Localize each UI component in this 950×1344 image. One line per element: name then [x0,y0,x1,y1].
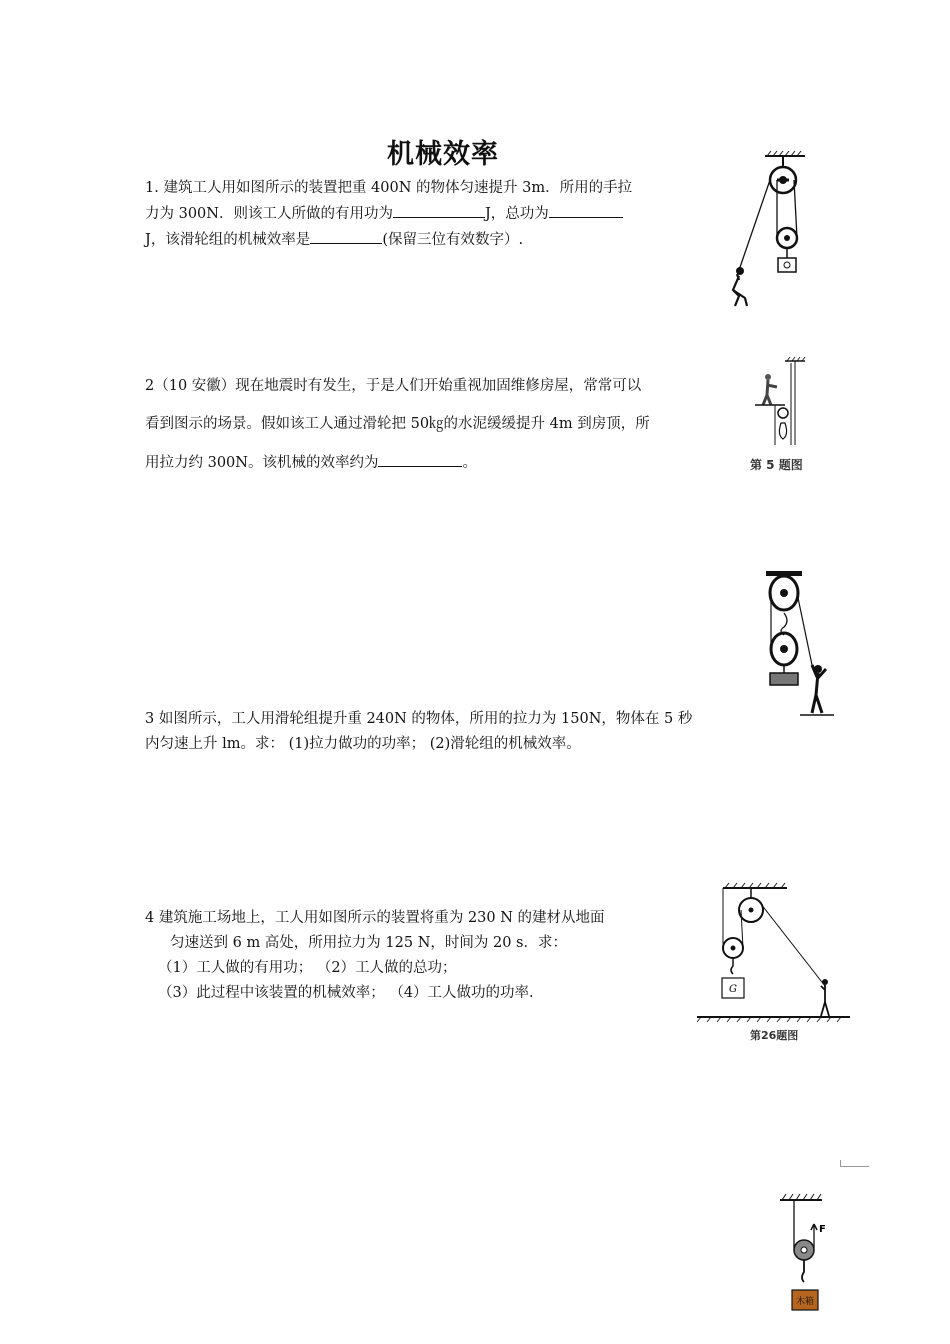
q4-line-1: 4 建筑施工场地上，工人用如图所示的装置将重为 230 N 的建材从地面 [145,910,605,926]
q4-line-4: （3）此过程中该装置的机械效率； （4）工人做功的功率. [158,985,534,1001]
q2-line-2: 看到图示的场景。假如该工人通过滑轮把 50㎏的水泥缓缓提升 4m 到房顶，所 [145,416,650,432]
q2-line-1: 2（10 安徽）现在地震时有发生，于是人们开始重视加固维修房屋，常常可以 [145,378,642,394]
q1-line-2 [145,203,623,224]
fig5-force-label: F [819,1224,826,1235]
q3-line-2: 内匀速上升 lm。求： (1)拉力做功的功率； (2)滑轮组的机械效率。 [145,736,581,752]
figure-2-roof-pulley [755,355,815,450]
q2-line-3b: 。 [462,455,477,471]
q1-line-3a: J，该滑轮组的机械效率是 [145,232,311,248]
q1-blank-efficiency[interactable] [310,229,382,244]
figure-1-pulley-system [725,150,835,310]
q2-figure-caption: 第 5 题图 [750,458,803,472]
q2-blank-efficiency[interactable] [378,452,462,467]
q1-line-1: 1. 建筑工人用如图所示的装置把重 400N 的物体匀速提升 3m．所用的手拉 [145,180,633,196]
q4-line-3: （1）工人做的有用功； （2）工人做的总功； [158,960,457,976]
q1-line-2b: J，总功为 [484,206,549,222]
q2-line-3 [145,452,477,473]
q1-blank-useful-work[interactable] [393,203,485,218]
q4-line-2: 匀速送到 6 m 高处，所用拉力为 125 N，时间为 20 s．求： [170,935,567,951]
q1-line-3b: (保留三位有效数字）. [382,232,524,248]
q1-line-3 [145,229,523,250]
q3-line-1: 3 如图所示，工人用滑轮组提升重 240N 的物体，所用的拉力为 150N，物体在 5 秒 [145,711,693,727]
figure-4-construction-pulley [695,882,855,1027]
page-title: 机械效率 [387,139,499,170]
fig5-box-label: 木箱 [795,1297,815,1307]
corner-mark [840,1160,869,1167]
q4-figure-caption: 第26题图 [750,1029,799,1042]
q1-blank-total-work[interactable] [549,203,623,218]
q1-line-2a: 力为 300N．则该工人所做的有用功为 [145,206,393,222]
figure-3-pulley-block [760,565,840,720]
q2-line-3a: 用拉力约 300N。该机械的效率约为 [145,455,379,471]
q4-weight-label: G [729,984,737,995]
figure-5-movable-pulley [770,1190,840,1320]
